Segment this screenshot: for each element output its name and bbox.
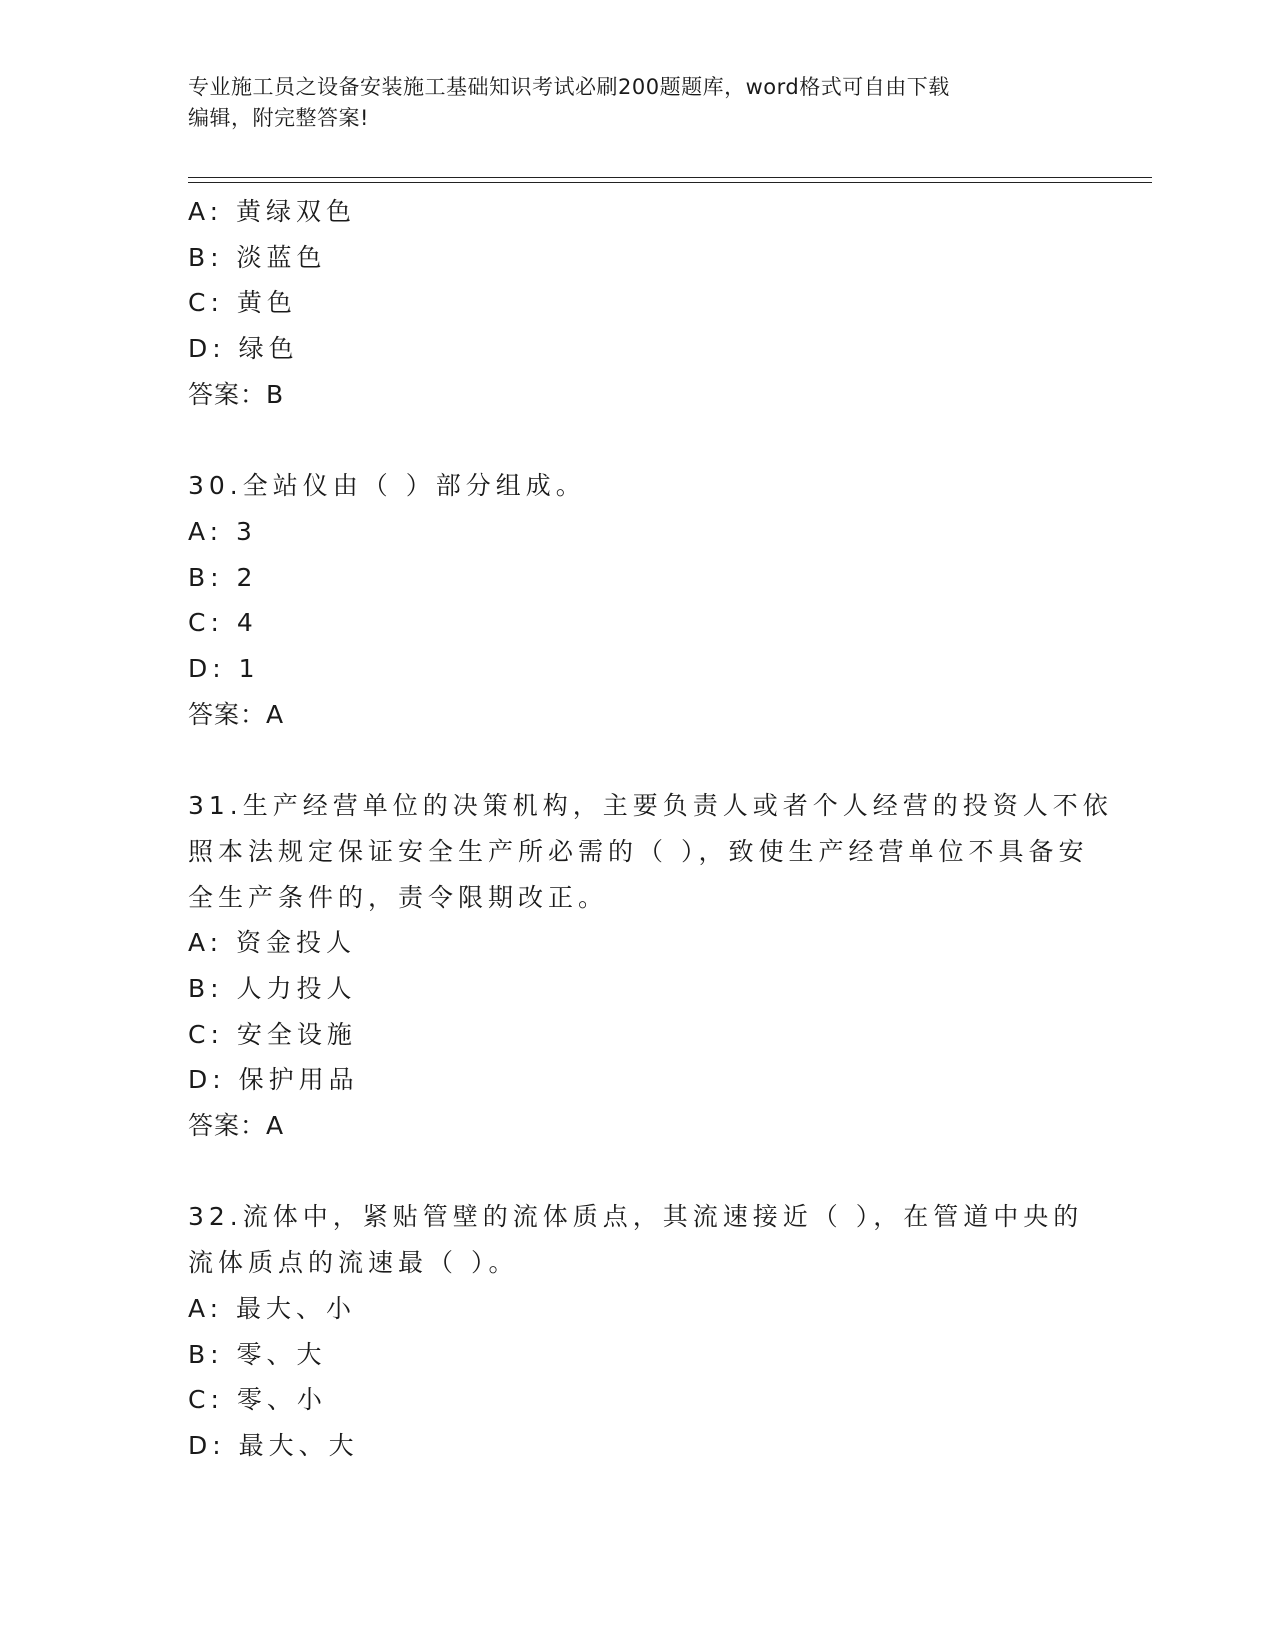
option-b: B: 零、大 bbox=[188, 1339, 327, 1369]
question-block-32 bbox=[188, 1194, 1088, 1468]
header-title-line-1: 专业施工员之设备安装施工基础知识考试必刷200题题库，word格式可自由下载 bbox=[188, 75, 950, 99]
option-c: C: 黄色 bbox=[188, 288, 297, 318]
document-header bbox=[188, 72, 1068, 134]
question-text-line-3: 全生产条件的，责令限期改正。 bbox=[188, 882, 609, 912]
option-d: D: 1 bbox=[188, 654, 260, 684]
question-text: 30.全站仪由（ ）部分组成。 bbox=[188, 471, 586, 501]
header-title-line-2: 编辑，附完整答案! bbox=[188, 106, 369, 130]
option-d: D: 最大、大 bbox=[188, 1430, 359, 1460]
question-list bbox=[188, 189, 1113, 1469]
answer-line: 答案：A bbox=[188, 1111, 285, 1141]
spacer bbox=[188, 418, 1088, 464]
option-b: B: 2 bbox=[188, 562, 258, 592]
option-a: A: 最大、小 bbox=[188, 1293, 357, 1323]
option-d: D: 绿色 bbox=[188, 334, 299, 364]
spacer bbox=[188, 737, 1088, 783]
option-a: A: 资金投人 bbox=[188, 928, 357, 958]
option-c: C: 安全设施 bbox=[188, 1019, 357, 1049]
spacer bbox=[188, 1149, 1088, 1195]
question-text-line-1: 32.流体中，紧贴管壁的流体质点，其流速接近（ ），在管道中央的 bbox=[188, 1202, 1084, 1232]
answer-line: 答案：B bbox=[188, 379, 285, 409]
option-c: C: 零、小 bbox=[188, 1385, 327, 1415]
question-text-line-1: 31.生产经营单位的决策机构，主要负责人或者个人经营的投资人不依 bbox=[188, 791, 1113, 821]
option-a: A: 黄绿双色 bbox=[188, 197, 357, 226]
question-text-line-2: 照本法规定保证安全生产所必需的（ ），致使生产经营单位不具备安 bbox=[188, 836, 1089, 866]
answer-line: 答案：A bbox=[188, 699, 285, 729]
option-a: A: 3 bbox=[188, 516, 257, 546]
question-block-31 bbox=[188, 783, 1113, 1149]
option-b: B: 人力投人 bbox=[188, 973, 357, 1003]
option-d: D: 保护用品 bbox=[188, 1065, 359, 1095]
header-divider-top bbox=[188, 177, 1152, 178]
option-c: C: 4 bbox=[188, 608, 258, 638]
option-b: B: 淡蓝色 bbox=[188, 242, 327, 272]
question-block-30 bbox=[188, 463, 1088, 737]
question-text-line-2: 流体质点的流速最（ ）。 bbox=[188, 1248, 519, 1278]
header-divider-bottom bbox=[188, 182, 1152, 183]
question-block-29 bbox=[188, 189, 1088, 418]
